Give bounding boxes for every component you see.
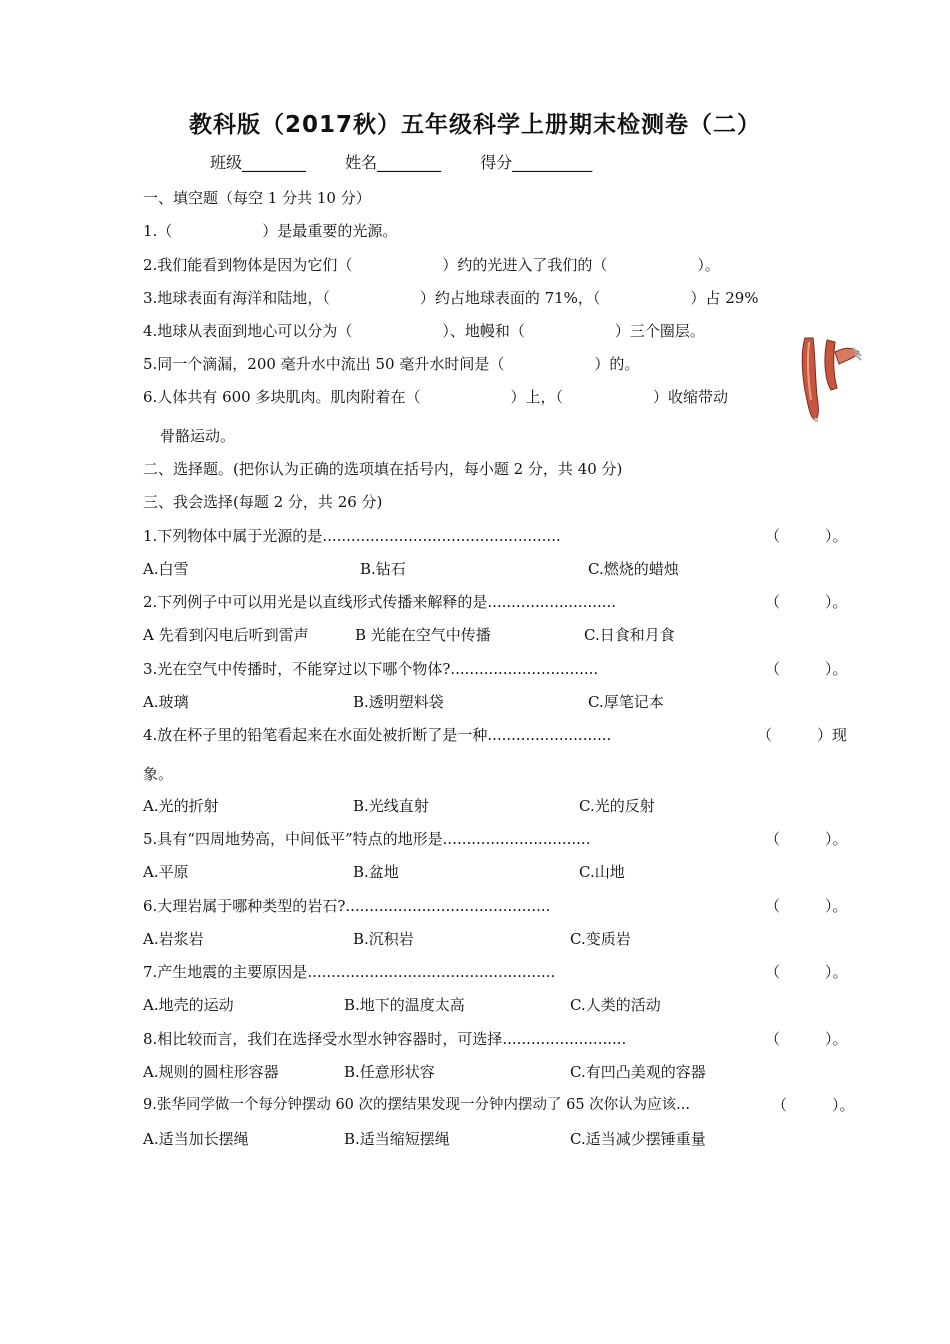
option-a: A.白雪 xyxy=(143,560,189,578)
option-b: B.地下的温度太高 xyxy=(344,996,465,1014)
fill-question-3: 3.地球表面有海洋和陆地，（ ）约占地球表面的 71%，（ ）占 29% xyxy=(143,289,759,307)
choice-question-9: 9.张华同学做一个每分钟摆动 60 次的摆结果发现一分钟内摆动了 65 次你认为应该... xyxy=(143,1097,690,1113)
score-field[interactable]: 得分__________ xyxy=(480,153,593,172)
choice-question-7 xyxy=(143,962,555,982)
section-choice-heading: 二、选择题。(把你认为正确的选项填在括号内，每小题 2 分，共 40 分) xyxy=(143,460,623,478)
option-a: A.规则的圆柱形容器 xyxy=(143,1063,279,1081)
option-c: C.有凹凸美观的容器 xyxy=(570,1063,706,1081)
option-b: B.钻石 xyxy=(360,560,406,578)
fill-question-6-continued: 骨骼运动。 xyxy=(160,427,236,445)
question-stem: 4.放在杯子里的铅笔看起来在水面处被折断了是一种 xyxy=(143,726,488,744)
dot-leader: .......................... xyxy=(502,1030,627,1048)
dot-leader: .................................................... xyxy=(307,963,556,981)
option-b: B 光能在空气中传播 xyxy=(355,626,491,644)
question-stem: 5.具有“四周地势高，中间低平”特点的地形是 xyxy=(143,830,443,848)
dot-leader: ........................................... xyxy=(345,897,551,915)
student-info-row xyxy=(210,150,626,173)
page-title: 教科版（2017秋）五年级科学上册期末检测卷（二） xyxy=(188,112,761,138)
question-stem: 7.产生地震的主要原因是 xyxy=(143,963,308,981)
question-4-continued: 象。 xyxy=(143,765,174,783)
choice-question-4 xyxy=(143,725,611,745)
answer-bracket[interactable]: （ ）。 xyxy=(765,830,848,848)
answer-bracket[interactable]: （ ）。 xyxy=(765,1030,848,1048)
option-a: A.地壳的运动 xyxy=(143,996,234,1014)
choice-question-8 xyxy=(143,1029,626,1049)
choice-question-3 xyxy=(143,659,598,679)
answer-bracket[interactable]: （ ）。 xyxy=(765,963,848,981)
option-b: B.任意形状容 xyxy=(344,1063,435,1081)
option-a: A.光的折射 xyxy=(143,797,219,815)
answer-bracket[interactable]: （ ）。 xyxy=(765,897,848,915)
answer-bracket[interactable]: （ ）。 xyxy=(765,527,848,545)
option-c: C.厚笔记本 xyxy=(588,693,664,711)
option-b: B.透明塑料袋 xyxy=(353,693,444,711)
fill-question-6: 6.人体共有 600 多块肌肉。肌肉附着在（ ）上，（ ）收缩带动 xyxy=(143,388,728,406)
question-stem: 1.下列物体中属于光源的是 xyxy=(143,527,323,545)
dot-leader: ............................... xyxy=(450,660,599,678)
choice-question-5 xyxy=(143,829,590,849)
option-c: C.光的反射 xyxy=(579,797,655,815)
option-a: A.平原 xyxy=(143,863,189,881)
answer-bracket[interactable]: （ ）。 xyxy=(765,593,848,611)
question-stem: 8.相比较而言，我们在选择受水型水钟容器时，可选择 xyxy=(143,1030,503,1048)
answer-bracket[interactable]: （ ）现 xyxy=(757,726,848,744)
question-stem: 2.下列例子中可以用光是以直线形式传播来解释的是 xyxy=(143,593,488,611)
choice-question-1 xyxy=(143,526,561,546)
option-b: B.盆地 xyxy=(353,863,399,881)
question-stem: 3.光在空气中传播时，不能穿过以下哪个物体? xyxy=(143,660,451,678)
option-a: A.玻璃 xyxy=(143,693,189,711)
option-c: C.变质岩 xyxy=(570,930,631,948)
answer-bracket[interactable]: （ ）。 xyxy=(765,660,848,678)
arm-muscle-illustration xyxy=(797,330,863,422)
fill-question-4: 4.地球从表面到地心可以分为（ ）、地幔和（ ）三个圈层。 xyxy=(143,322,705,340)
dot-leader: .................................................. xyxy=(322,527,561,545)
fill-question-2: 2.我们能看到物体是因为它们（ ）约的光进入了我们的（ ）。 xyxy=(143,256,720,274)
dot-leader: .......................... xyxy=(487,726,612,744)
choice-question-2 xyxy=(143,592,616,612)
section-select-heading: 三、我会选择(每题 2 分，共 26 分) xyxy=(143,493,383,511)
option-a: A.适当加长摆绳 xyxy=(143,1130,249,1148)
question-stem: 6.大理岩属于哪种类型的岩石? xyxy=(143,897,346,915)
name-field[interactable]: 姓名________ xyxy=(345,153,442,172)
option-c: C.适当减少摆锤重量 xyxy=(570,1130,706,1148)
section-fill-heading: 一、填空题（每空 1 分共 10 分） xyxy=(143,189,371,207)
choice-question-6 xyxy=(143,896,550,916)
option-c: C.燃烧的蜡烛 xyxy=(588,560,679,578)
dot-leader: ........................... xyxy=(487,593,617,611)
class-field[interactable]: 班级________ xyxy=(210,153,307,172)
fill-question-5: 5.同一个滴漏，200 毫升水中流出 50 毫升水时间是（ ）的。 xyxy=(143,355,640,373)
option-c: C.山地 xyxy=(579,863,625,881)
option-a: A.岩浆岩 xyxy=(143,930,204,948)
option-a: A 先看到闪电后听到雷声 xyxy=(143,626,309,644)
option-c: C.人类的活动 xyxy=(570,996,661,1014)
answer-bracket[interactable]: （ ）。 xyxy=(772,1096,855,1114)
dot-leader: ............................... xyxy=(442,830,591,848)
option-b: B.光线直射 xyxy=(353,797,429,815)
fill-question-1: 1.（ ）是最重要的光源。 xyxy=(143,222,398,240)
option-c: C.日食和月食 xyxy=(584,626,675,644)
option-b: B.适当缩短摆绳 xyxy=(344,1130,450,1148)
option-b: B.沉积岩 xyxy=(353,930,414,948)
